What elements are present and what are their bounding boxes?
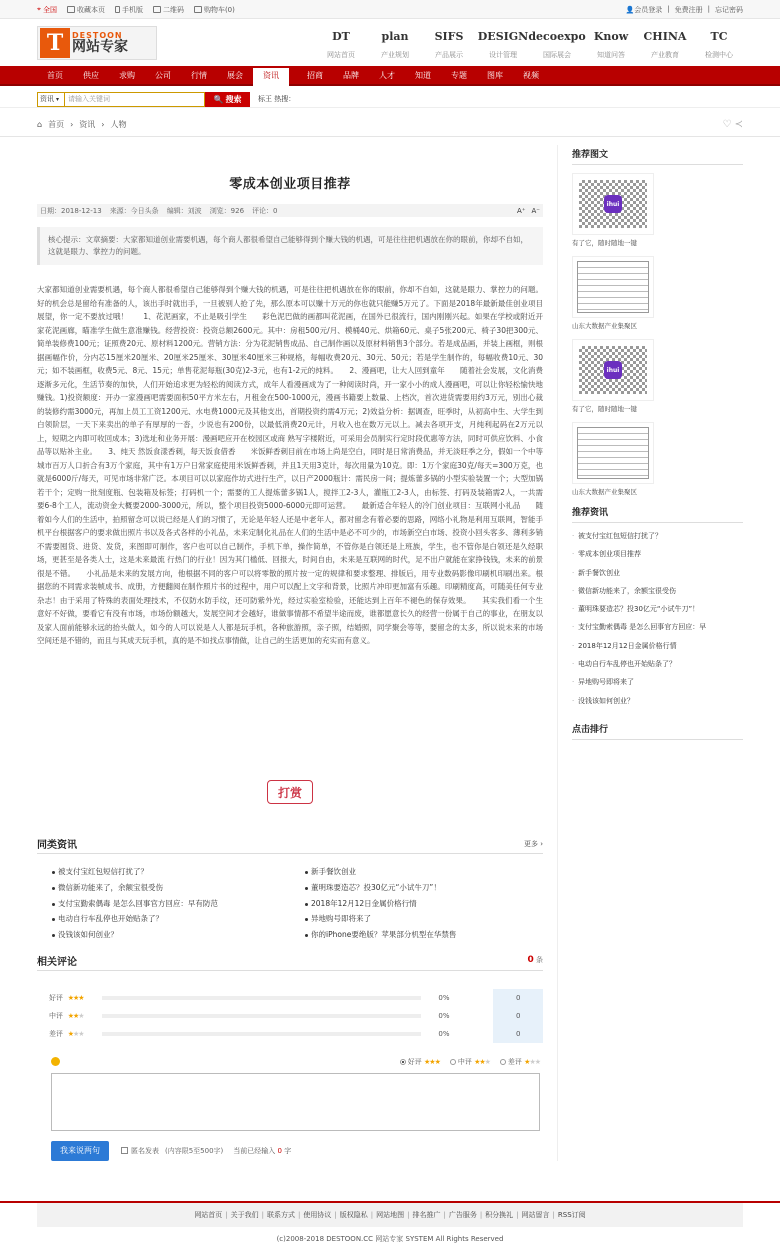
related-item[interactable]: 被支付宝红包短信打扰了？ <box>52 864 290 880</box>
rating-option-mid[interactable]: 中评 ★★★ <box>450 1057 490 1067</box>
document-thumbnail <box>577 427 649 479</box>
mobile-link[interactable]: 手机版 <box>115 5 143 15</box>
related-item[interactable]: 新手餐饮创业 <box>305 864 543 880</box>
nav-item[interactable]: 知道 <box>415 71 431 80</box>
pic-thumbnail <box>572 422 654 484</box>
nav-item[interactable]: 公司 <box>155 71 171 80</box>
favorite-link[interactable]: 收藏本页 <box>67 5 105 15</box>
rating-bar <box>102 1032 422 1036</box>
breadcrumb: ⌂ 首页 › 资讯 › 人物 ♡ ≺ <box>0 112 780 137</box>
search-bar <box>0 90 780 108</box>
rating-percent: 0% <box>438 1029 450 1038</box>
recommended-news-list <box>572 527 743 710</box>
qr-code-image <box>579 180 647 228</box>
breadcrumb-people[interactable]: 人物 <box>110 120 127 129</box>
article-info: 日期：2018-12-13 来源：今日头条 编辑：刘波 浏览：926 评论：0 A⁺ A⁻ <box>37 204 543 217</box>
footer-link[interactable]: 积分换礼 <box>485 1210 514 1219</box>
sidebar <box>558 145 743 1161</box>
brand-link[interactable] <box>641 26 689 60</box>
recommended-news-item[interactable]: · 支付宝勤索偶毒 是怎么回事官方回应：早 <box>572 618 743 636</box>
pic-thumbnail <box>572 173 654 235</box>
comments-title: 相关评论 <box>37 956 77 968</box>
footer-separator: | <box>225 1210 228 1219</box>
recommended-news-item[interactable]: · 没钱该如何创业？ <box>572 692 743 710</box>
related-item[interactable]: 没钱该如何创业？ <box>52 927 290 943</box>
brand-link[interactable] <box>371 26 419 60</box>
search-icon: 🔍 <box>213 94 224 104</box>
brand-label: 产品展示 <box>435 50 463 59</box>
nav-item[interactable]: 图库 <box>487 71 503 80</box>
radio-icon <box>500 1059 506 1065</box>
related-item[interactable]: 支付宝勤索偶毒 是怎么回事官方回应：早有防范 <box>52 896 290 912</box>
comments-section <box>37 951 543 1161</box>
location-link[interactable]: ⌖ 全国 <box>37 5 57 14</box>
recommended-news-item[interactable]: · 董明珠要造芯？投30亿元“小试牛刀”！ <box>572 600 743 618</box>
footer-link[interactable]: 网站首页 <box>194 1210 223 1219</box>
brand-link[interactable] <box>425 26 473 60</box>
rating-percent: 0% <box>438 1011 450 1020</box>
footer-link[interactable]: 使用协议 <box>303 1210 332 1219</box>
footer-separator: | <box>479 1210 483 1219</box>
nav-item[interactable]: 视频 <box>523 71 539 80</box>
brand-label: 产业教育 <box>651 50 679 59</box>
nav-item[interactable]: 展会 <box>227 71 243 80</box>
brand-label: 知道问答 <box>597 50 625 59</box>
pic-thumbnail <box>572 339 654 401</box>
login-link[interactable]: 👤会员登录 <box>625 5 663 14</box>
nav-item[interactable]: 资讯 <box>253 66 289 86</box>
user-icon: 👤 <box>625 5 635 14</box>
logo-mark: T <box>40 28 70 58</box>
comment-textarea[interactable] <box>51 1073 540 1131</box>
home-icon: ⌂ <box>37 120 43 129</box>
nav-item[interactable]: 招商 <box>307 71 323 80</box>
qrcode-link[interactable]: 二维码 <box>153 5 184 15</box>
footer-links <box>37 1203 743 1227</box>
footer-link[interactable]: 排名推广 <box>412 1210 441 1219</box>
recommended-pic[interactable] <box>572 339 654 414</box>
brand-label: 设计管理 <box>489 50 517 59</box>
comment-count: 0 条 <box>527 955 543 966</box>
related-list-left <box>37 864 290 943</box>
article-body: 大家都知道创业需要机遇，每个商人都很希望自己能够得到个赚大钱的机遇，可是往往把机遇放在你的眼前，你却不自如，这就是眼力、掌控力的问题。好的机会总是留给有准备的人，该出手时就出手，一旦被别人抢了先，那么原本可以赚十万元的你也就只能赚5万元了。下面是2018年最新最佳创业项目展望，你一定不要放过哦！ 1、花泥画家，不止是吸引学生 彩色泥巴做的画都叫花泥画，在国外已很流行，国内刚刚兴起。如果在学校或附近开家花泥画廊，瞄准学生做生意准赚钱。经营投资：投资总额2600元。其中：房租500元/月、模桶40元、烘箱60元、桌子5张200元、椅子30把300元、简单装修费100元；证照费20元、原材料1200元。营销方法：分为花泥销售成品、自己制作画以及原材料销售3个部分。若是成品画，并装上画框，则根据画幅作价，分内芯15厘米20厘米、20厘米25厘米、30厘米40厘米三种规格，每幅收费20元、30元、50元；若是学生制作的，每幅收费10元、30元；如不装画框，收费5元、8元、15元；单售花泥每瓶(30克)2-3元，也有1-2元的纯料。 2、漫画吧，让大人回到童年 随着社会发展，文化消费逐渐多元化，生活节奏的加快，人们开始追求更为轻松的阅读方式，成年人看漫画成为了一种阅读时尚，开一家小小的成人漫画吧，可以让你轻松愉快地赚钱。1)投资额度：开办一家漫画吧需要面积50平方米左右，月租金在500-1000元，漫画书籍要上数量、上档次，首次进货需要用约3万元，别出心裁的装修约需3000元，再加上员工工资1200元、水电费1000元及其他支出，首期投资约需4万元；2)效益分析：据调查，旺季时，从初高中生、大学生到白领阶层，一天下来卖出的单子有厚厚的一沓，少说也有200份，以最低消费20元计，月收入也在数万元以上。减去各项开支，月纯利起码在2万元以上，短期之内即可收回成本；3)选址和业务开展：漫画吧应开在校园区或商 熟写字楼附近，可采用会员制实行定时段优惠等方法，同时可供应饮料、小食品等以贴补主业。 3、纯天 然饭食漾香刺，每天饭食借香 米饭鲜香刺目前在市场上尚是空白，同时是日常消费品，并无淡旺季之分，假如一个中等城市百万人口折合有3万个家庭，其中有1万户日常家庭使用米饭鲜香刺，并且1天用3克计，每次用量为10克。即：1万个家庭30克/每天=300万克，也就是6000斤/每天，可见市场非常广泛。本项目可以以家庭作坊式进行生产，以日产2000瓶计：需民房一间；提炼蕾多锅的小型实验装置一个；大型加锅若干个；定购一批刻度瓶、包装箱及标签；打码机一个；需要的工人提炼蕾多锅1人，搅拌工2-3人，灌瓶工2-3人，由标签、打码及装箱需2人，一共需要6-8个工人，流动资金大概要2000-3000元，所以，整个项目投资5000-6000元即可运营。 最新适合年轻人的冷门创业项目：互联网小礼品 随着如今人们的生活中，拍照留念可以说已经是人们的习惯了，无论是年轻人还是中老年人，都对留念有着必要的思路，网络小礼物是利用互联网，智能手机平台根据客户的要求做出照片书以及各式各样的小礼品，未来定制化礼品在人们的生活中是必不可少的，市场新空白市场、投资小回头客多、薄利多销不需要囤货、进货、发货，来图即可制作，客户也可以自己制作，手机下单，操作简单，不管你是白领还是上班族，学生，也不管你是白领还是久经职场，更甚至是各类人士，这是未来最流 行热门的行业！因为其门槛低、回报大，时间自由，未来是互联网的时代，足不出户就能在家挣钱钱，未来的前景很是不错。 小礼品是未来的发展方向，他根据不同的客户可以将零散的照片按一定的规律和要求整理、排版后，用专业数码影像印刷机印刷出来。根据您的不同需求装帧成书、成册，方便翻阅在制作照片书的过程中，用户可以配上文字和背景，比照片冲印更加富有乐趣。印刷精度高，可随美任何专业杂志！由于采用了特殊的表面处理技术，不仅防水防手纹，还可防紫外光，经过实验室检验，还能达到上百年不褪色的保存效果。 其实我们看一个生意好不好做，要看它有没有市场，市场份额越大，发展空间才会越好，谁做事情都不希望半途而废，谁都愿意长久的经营一份属于自己的事业，在朋友以及家人面前能够永远的抬头做人，如今的人可以说是人人都是玩手机，各种旅游照，亲子照，结婚照，同学聚会等等，要留念的太多，所以说未来的市场空间还是不错的，而且与其成天玩手机，真的是不如找点事情做，让自己的生活更加的充实而有意义。 <box>37 285 543 645</box>
nav-item[interactable]: 首页 <box>47 71 63 80</box>
brand-label: 网站首页 <box>327 50 355 59</box>
footer-separator: | <box>552 1210 555 1219</box>
qrcode-icon <box>153 6 161 13</box>
footer-separator: | <box>261 1210 265 1219</box>
bookmark-icon <box>67 6 75 13</box>
related-item[interactable]: 2018年12月12日金属价格行情 <box>305 896 543 912</box>
recommended-news-item[interactable]: · 2018年12月12日金属价格行情 <box>572 637 743 655</box>
search-type-select[interactable]: 资讯 ▾ <box>37 92 65 107</box>
rating-bar <box>102 1014 422 1018</box>
breadcrumb-news[interactable]: 资讯 <box>79 120 96 129</box>
brand-logo: Know <box>593 30 629 43</box>
related-title: 同类资讯 <box>37 840 77 851</box>
emoji-icon[interactable] <box>51 1057 60 1066</box>
rating-option-good[interactable]: 好评 ★★★ <box>400 1057 440 1067</box>
nav-item[interactable]: 专题 <box>451 71 467 80</box>
brand-label: 国际展会 <box>543 50 571 59</box>
recommended-news-item[interactable]: · 电动自行车乱停也开始贴条了？ <box>572 655 743 673</box>
news-title: 推荐资讯 <box>572 503 743 523</box>
qr-code-image <box>579 346 647 394</box>
footer-link[interactable]: 联系方式 <box>267 1210 296 1219</box>
article-title: 零成本创业项目推荐 <box>229 177 351 192</box>
brand-link[interactable] <box>695 26 743 60</box>
radio-icon <box>400 1059 406 1065</box>
app-icon: ihui <box>604 195 622 213</box>
rating-percent: 0% <box>438 993 450 1002</box>
nav-item[interactable]: 品牌 <box>343 71 359 80</box>
related-item[interactable]: 董明珠要造芯？投30亿元“小试牛刀”！ <box>305 880 543 896</box>
related-more-link[interactable]: 更多 › <box>523 839 543 848</box>
forgot-password-link[interactable]: 忘记密码 <box>715 5 743 14</box>
footer-separator: | <box>334 1210 337 1219</box>
brand-label: 检测中心 <box>705 50 733 59</box>
location-icon: ⌖ <box>37 5 41 13</box>
pic-caption: 山东大数据产业集聚区 <box>572 488 637 496</box>
brand-links <box>317 26 743 60</box>
site-logo[interactable]: T DESTOON 网站专家 <box>37 26 157 60</box>
top-bar: ⌖ 全国 收藏本页 手机版 二维码 购物车(0) 👤会员登录 | 免费注册 | 忘记密码 <box>0 0 780 19</box>
rating-option-bad[interactable]: 差评 ★★★ <box>500 1057 540 1067</box>
font-smaller-button[interactable]: A⁻ <box>531 206 540 215</box>
recommended-pics <box>572 173 743 497</box>
brand-label: 产业规划 <box>381 50 409 59</box>
article-summary: 核心提示：文章摘要：大家都知道创业需要机遇，每个商人都很希望自己能够得到个赚大钱的机遇，可是往往把机遇放在你的眼前，你却不自如，这就是眼力、掌控力的问题。 <box>37 227 543 265</box>
recommended-news-item[interactable]: · 微信新功能来了，余额宝很受伤 <box>572 582 743 600</box>
footer-separator: | <box>298 1210 301 1219</box>
brand-logo: DESIGN <box>477 30 529 43</box>
recommended-news-item[interactable]: · 异地购号即将来了 <box>572 673 743 691</box>
pic-thumbnail <box>572 256 654 318</box>
rating-bar <box>102 996 422 1000</box>
related-item[interactable]: 异地购号即将来了 <box>305 911 543 927</box>
related-list-right <box>290 864 543 943</box>
brand-logo: SIFS <box>434 30 464 43</box>
recommended-news-item[interactable]: · 零成本创业项目推荐 <box>572 545 743 563</box>
cart-icon <box>194 6 202 13</box>
related-item[interactable]: 微信新功能来了，余额宝很受伤 <box>52 880 290 896</box>
rating-label: 好评 <box>49 993 63 1002</box>
comment-options <box>37 1057 543 1067</box>
footer-link[interactable]: RSS订阅 <box>557 1210 586 1219</box>
search-button[interactable]: 🔍 搜索 <box>205 92 250 107</box>
app-icon: ihui <box>604 361 622 379</box>
reward-button[interactable]: 打赏 <box>267 780 313 804</box>
footer-separator: | <box>370 1210 374 1219</box>
rating-stars: ★★★ <box>67 1029 84 1038</box>
anonymous-checkbox[interactable] <box>121 1147 128 1154</box>
footer-separator: | <box>516 1210 519 1219</box>
article-column <box>37 145 558 1161</box>
header <box>0 19 780 66</box>
footer-link[interactable]: 关于我们 <box>230 1210 259 1219</box>
related-item[interactable]: 你的iPhone要绝版？苹果部分机型在华禁售 <box>305 927 543 943</box>
register-link[interactable]: 免费注册 <box>674 5 703 14</box>
rating-label: 中评 <box>49 1011 63 1020</box>
pics-title: 推荐图文 <box>572 145 743 165</box>
rating-row <box>37 1025 543 1043</box>
pic-caption: 有了它，随时随地一键 <box>572 405 637 413</box>
recommended-pic[interactable] <box>572 256 654 331</box>
rating-summary <box>37 989 543 1043</box>
rating-stars: ★★★ <box>67 993 84 1002</box>
recommended-news-item[interactable]: · 新手餐饮创业 <box>572 564 743 582</box>
phone-icon <box>115 6 120 13</box>
brand-link[interactable] <box>587 26 635 60</box>
footer-link[interactable]: 版权隐私 <box>339 1210 368 1219</box>
recommended-news-item[interactable]: · 被支付宝红包短信打扰了？ <box>572 527 743 545</box>
nav-item[interactable]: 供应 <box>83 71 99 80</box>
rank-title: 点击排行 <box>572 720 743 740</box>
pic-caption: 山东大数据产业集聚区 <box>572 322 637 330</box>
footer-separator: | <box>407 1210 410 1219</box>
chevron-down-icon: ▾ <box>56 95 60 103</box>
comment-submit-row: 我来说两句 匿名发表 (内容限5至500字) 当前已经输入 0 字 <box>37 1141 543 1161</box>
related-news <box>37 834 543 943</box>
brand-logo: decoexpo <box>528 30 586 43</box>
submit-comment-button[interactable]: 我来说两句 <box>51 1141 109 1161</box>
recommended-pic[interactable] <box>572 173 654 248</box>
hot-search-label: 标王 热搜： <box>258 95 296 103</box>
brand-logo: CHINA <box>643 30 687 43</box>
footer-link[interactable]: 网站留言 <box>521 1210 550 1219</box>
brand-link[interactable] <box>479 26 527 60</box>
footer <box>0 1201 780 1243</box>
rating-count: 0 <box>493 1025 543 1043</box>
search-input[interactable]: 请输入关键词 <box>65 92 205 107</box>
radio-icon <box>450 1059 456 1065</box>
related-item[interactable]: 电动自行车乱停也开始贴条了？ <box>52 911 290 927</box>
document-thumbnail <box>577 261 649 313</box>
rating-row <box>37 1007 543 1025</box>
brand-logo: plan <box>381 30 409 43</box>
nav-item[interactable]: 求购 <box>119 71 135 80</box>
rating-row <box>37 989 543 1007</box>
footer-link[interactable]: 网站地图 <box>376 1210 405 1219</box>
brand-logo: TC <box>710 30 728 43</box>
nav-item[interactable]: 人才 <box>379 71 395 80</box>
font-larger-button[interactable]: A⁺ <box>517 206 526 215</box>
favorite-share-icon[interactable]: ♡ ≺ <box>722 119 743 130</box>
brand-link[interactable] <box>528 26 586 60</box>
breadcrumb-home[interactable]: 首页 <box>48 120 65 129</box>
main-nav <box>0 66 780 86</box>
rating-stars: ★★★ <box>67 1011 84 1020</box>
brand-logo: DT <box>332 30 350 43</box>
nav-item[interactable]: 行情 <box>191 71 207 80</box>
pic-caption: 有了它，随时随地一键 <box>572 239 637 247</box>
cart-link[interactable]: 购物车(0) <box>194 5 235 15</box>
rating-label: 差评 <box>49 1029 63 1038</box>
copyright: (c)2008-2018 DESTOON.CC 网站专家 SYSTEM All Rights Reserved <box>276 1234 504 1243</box>
footer-link[interactable]: 广告服务 <box>448 1210 477 1219</box>
recommended-pic[interactable] <box>572 422 654 497</box>
footer-separator: | <box>443 1210 446 1219</box>
rating-count: 0 <box>493 1007 543 1025</box>
rating-count: 0 <box>493 989 543 1007</box>
brand-link[interactable] <box>317 26 365 60</box>
